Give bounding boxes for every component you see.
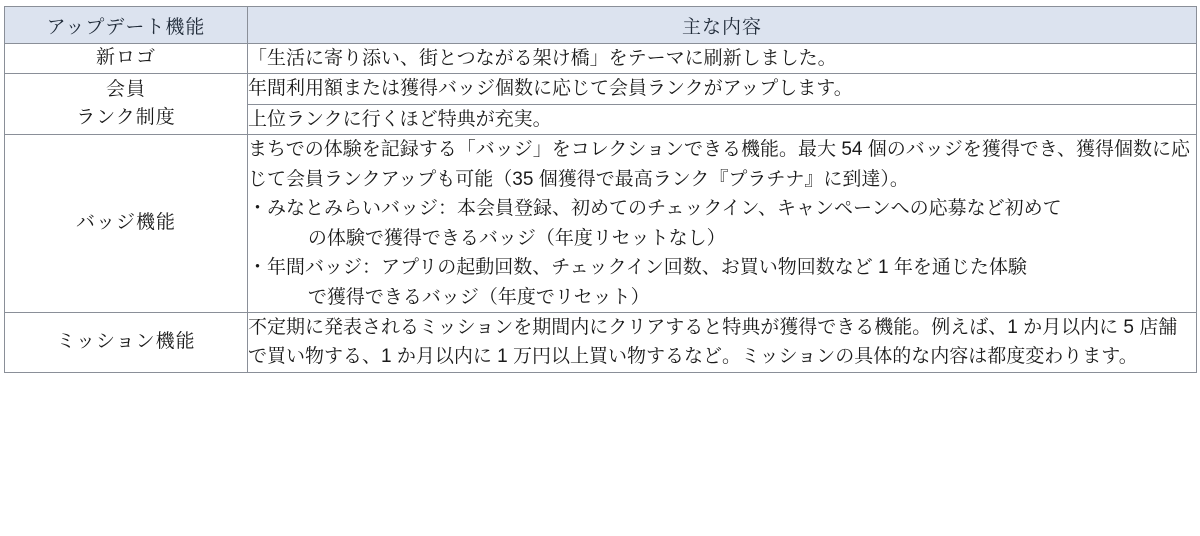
feature-cell-mission: ミッション機能 [5, 312, 248, 372]
feature-line-2: ランク制度 [76, 107, 176, 129]
feature-cell-badge: バッジ機能 [5, 135, 248, 313]
content-bullet-1-cont: の体験で獲得できるバッジ（年度リセットなし） [307, 227, 726, 249]
content-cell-member-rank-2 [248, 104, 1197, 134]
content-bullet-2-text: ・年間バッジ：アプリの起動回数、チェックイン回数、お買い物回数など 1 年を通じた体験 [248, 257, 1027, 279]
table-body [5, 44, 1197, 373]
column-header-content: 主な内容 [248, 7, 1197, 44]
table-row [5, 312, 1197, 372]
content-cell-mission [248, 312, 1197, 372]
content-bullet-1 [248, 194, 1196, 253]
table-row [5, 44, 1197, 74]
table-row [5, 74, 1197, 104]
content-bullet-2-cont: で獲得できるバッジ（年度でリセット） [307, 286, 650, 308]
table-header-row [5, 7, 1197, 44]
content-cell-badge [248, 135, 1197, 313]
content-bullet-1-text: ・みなとみらいバッジ：本会員登録、初めてのチェックイン、キャンペーンへの応募など初めて [248, 198, 1062, 220]
update-features-table [4, 6, 1197, 373]
table-row [5, 135, 1197, 313]
content-bullet-2 [248, 253, 1196, 312]
content-line: 「生活に寄り添い、街とつながる架け橋」をテーマに刷新しました。 [248, 48, 837, 69]
table-header [5, 7, 1197, 44]
feature-cell-member-rank [5, 74, 248, 135]
column-header-feature: アップデート機能 [5, 7, 248, 44]
content-line: 不定期に発表されるミッションを期間内にクリアすると特典が獲得できる機能。例えば、1 か月以内に 5 店舗で買い物する、1 か月以内に 1 万円以上買い物するなど。ミッションの具体的な内容は都度変わります。 [248, 316, 1178, 368]
content-cell-new-logo [248, 44, 1197, 74]
content-line: まちでの体験を記録する「バッジ」をコレクションできる機能。最大 54 個のバッジを獲得でき、獲得個数に応じて会員ランクアップも可能（35 個獲得で最高ランク『プラチナ』に到達）。 [248, 139, 1190, 190]
feature-cell-new-logo: 新ロゴ [5, 44, 248, 74]
content-line: 上位ランクに行くほど特典が充実。 [248, 108, 552, 130]
content-line: 年間利用額または獲得バッジ個数に応じて会員ランクがアップします。 [248, 78, 853, 100]
feature-line-1: 会員 [105, 78, 146, 100]
content-cell-member-rank-1 [248, 74, 1197, 104]
